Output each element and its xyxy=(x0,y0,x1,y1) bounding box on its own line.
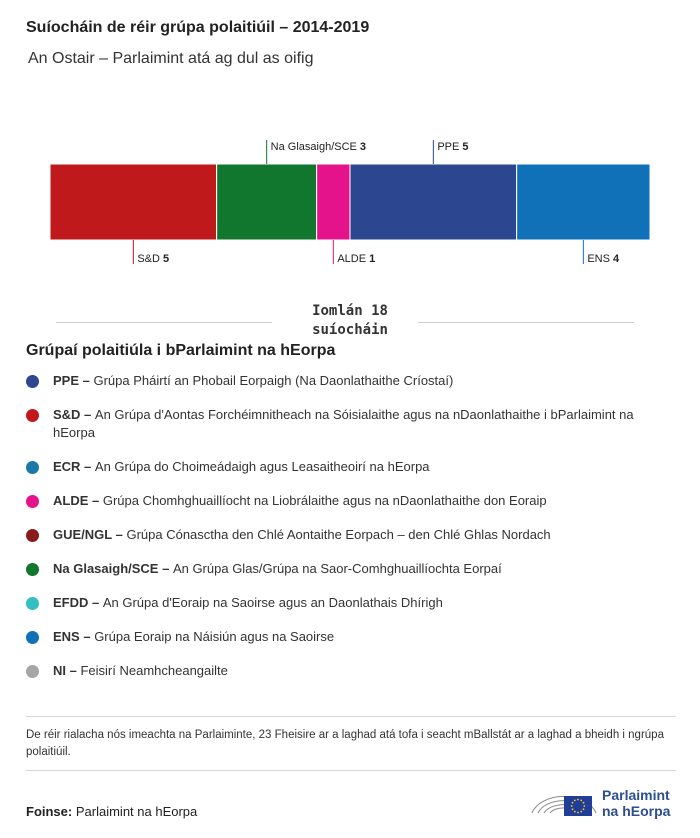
legend-item xyxy=(26,406,676,442)
chart-subtitle: An Ostair – Parlaimint atá ag dul as oifig xyxy=(28,50,314,67)
source-label: Foinse: xyxy=(26,804,73,819)
legend-title: Grúpaí polaitiúla i bParlaimint na hEorpa xyxy=(26,342,336,359)
legend-text: An Grúpa Glas/Grúpa na Saor-Comhghuaillíochta Eorpaí xyxy=(172,561,502,576)
legend-text: Grúpa Eoraip na Náisiún agus na Saoirse xyxy=(94,629,335,644)
legend-abbr: ECR – xyxy=(53,459,95,474)
logo-line-1: Parlaimint xyxy=(602,787,670,803)
legend-item xyxy=(26,628,676,646)
legend-swatch-icon xyxy=(26,597,39,610)
legend-swatch-icon xyxy=(26,495,39,508)
logo-line-2: na hEorpa xyxy=(602,803,671,819)
legend-item xyxy=(26,594,676,612)
legend-item xyxy=(26,560,676,578)
legend-abbr: ENS – xyxy=(53,629,95,644)
eu-flag-icon xyxy=(564,796,592,816)
legend-text: Grúpa Chomhghuaillíocht na Liobrálaithe agus na nDaonlathaithe don Eoraip xyxy=(102,493,547,508)
legend-swatch-icon xyxy=(26,529,39,542)
legend-text: An Grúpa do Choimeádaigh agus Leasaitheoirí na hEorpa xyxy=(94,459,430,474)
segment-label: S&D 5 xyxy=(137,253,170,265)
legend-text: Feisirí Neamhcheangailte xyxy=(80,663,228,678)
legend-swatch-icon xyxy=(26,375,39,388)
source-text: Parlaimint na hEorpa xyxy=(75,804,198,819)
legend-item xyxy=(26,662,676,680)
legend-text: An Grúpa d'Eoraip na Saoirse agus an Daonlathais Dhírigh xyxy=(102,595,443,610)
legend-abbr: GUE/NGL – xyxy=(53,527,127,542)
legend-item xyxy=(26,492,676,510)
bar-segment-ens xyxy=(517,164,650,240)
legend-abbr: NI – xyxy=(53,663,81,678)
stacked-bar-chart xyxy=(0,130,700,290)
segment-label: ALDE 1 xyxy=(337,253,376,265)
legend-item xyxy=(26,372,676,390)
legend-abbr: EFDD – xyxy=(53,595,103,610)
legend-item xyxy=(26,526,676,544)
footnote: De réir rialacha nós imeachta na Parlaiminte, 23 Fheisire ar a laghad atá tofa i seacht mBallstát ar a laghad a bheidh i ngrúpa polaitiúil. xyxy=(26,729,664,758)
legend-item xyxy=(26,458,676,476)
legend-text: Grúpa Pháirtí an Phobail Eorpaigh (Na Daonlathaithe Críostaí) xyxy=(93,373,454,388)
segment-label: Na Glasaigh/SCE 3 xyxy=(270,141,367,153)
total-divider-right xyxy=(418,322,634,323)
segment-label: PPE 5 xyxy=(437,141,469,153)
legend-abbr: PPE – xyxy=(53,373,94,388)
bar-segment-ppe xyxy=(350,164,517,240)
legend-abbr: ALDE – xyxy=(53,493,103,508)
chart-title: Suíocháin de réir grúpa polaitiúil – 2014-2019 xyxy=(26,19,370,36)
legend-swatch-icon xyxy=(26,563,39,576)
bar-segment-s-d xyxy=(50,164,217,240)
legend-text: An Grúpa d'Aontas Forchéimnitheach na Sóisialaithe agus na nDaonlathaithe i bParlaimint na hEorpa xyxy=(53,407,634,440)
divider-bottom xyxy=(26,770,676,771)
legend-swatch-icon xyxy=(26,665,39,678)
segment-label: ENS 4 xyxy=(587,253,620,265)
legend xyxy=(26,372,676,696)
bar-segment-alde xyxy=(317,164,350,240)
legend-swatch-icon xyxy=(26,461,39,474)
divider-top xyxy=(26,716,676,717)
legend-text: Grúpa Cónasctha den Chlé Aontaithe Eorpach – den Chlé Ghlas Nordach xyxy=(126,527,551,542)
legend-abbr: S&D – xyxy=(53,407,95,422)
legend-swatch-icon xyxy=(26,631,39,644)
bar-segment-na-glasaigh-sce xyxy=(217,164,317,240)
source-line xyxy=(26,804,197,819)
total-divider-left xyxy=(56,322,272,323)
legend-swatch-icon xyxy=(26,409,39,422)
total-seats-label: Iomlán 18 suíocháin xyxy=(312,303,388,338)
legend-abbr: Na Glasaigh/SCE – xyxy=(53,561,173,576)
logo-wordmark xyxy=(602,787,670,819)
